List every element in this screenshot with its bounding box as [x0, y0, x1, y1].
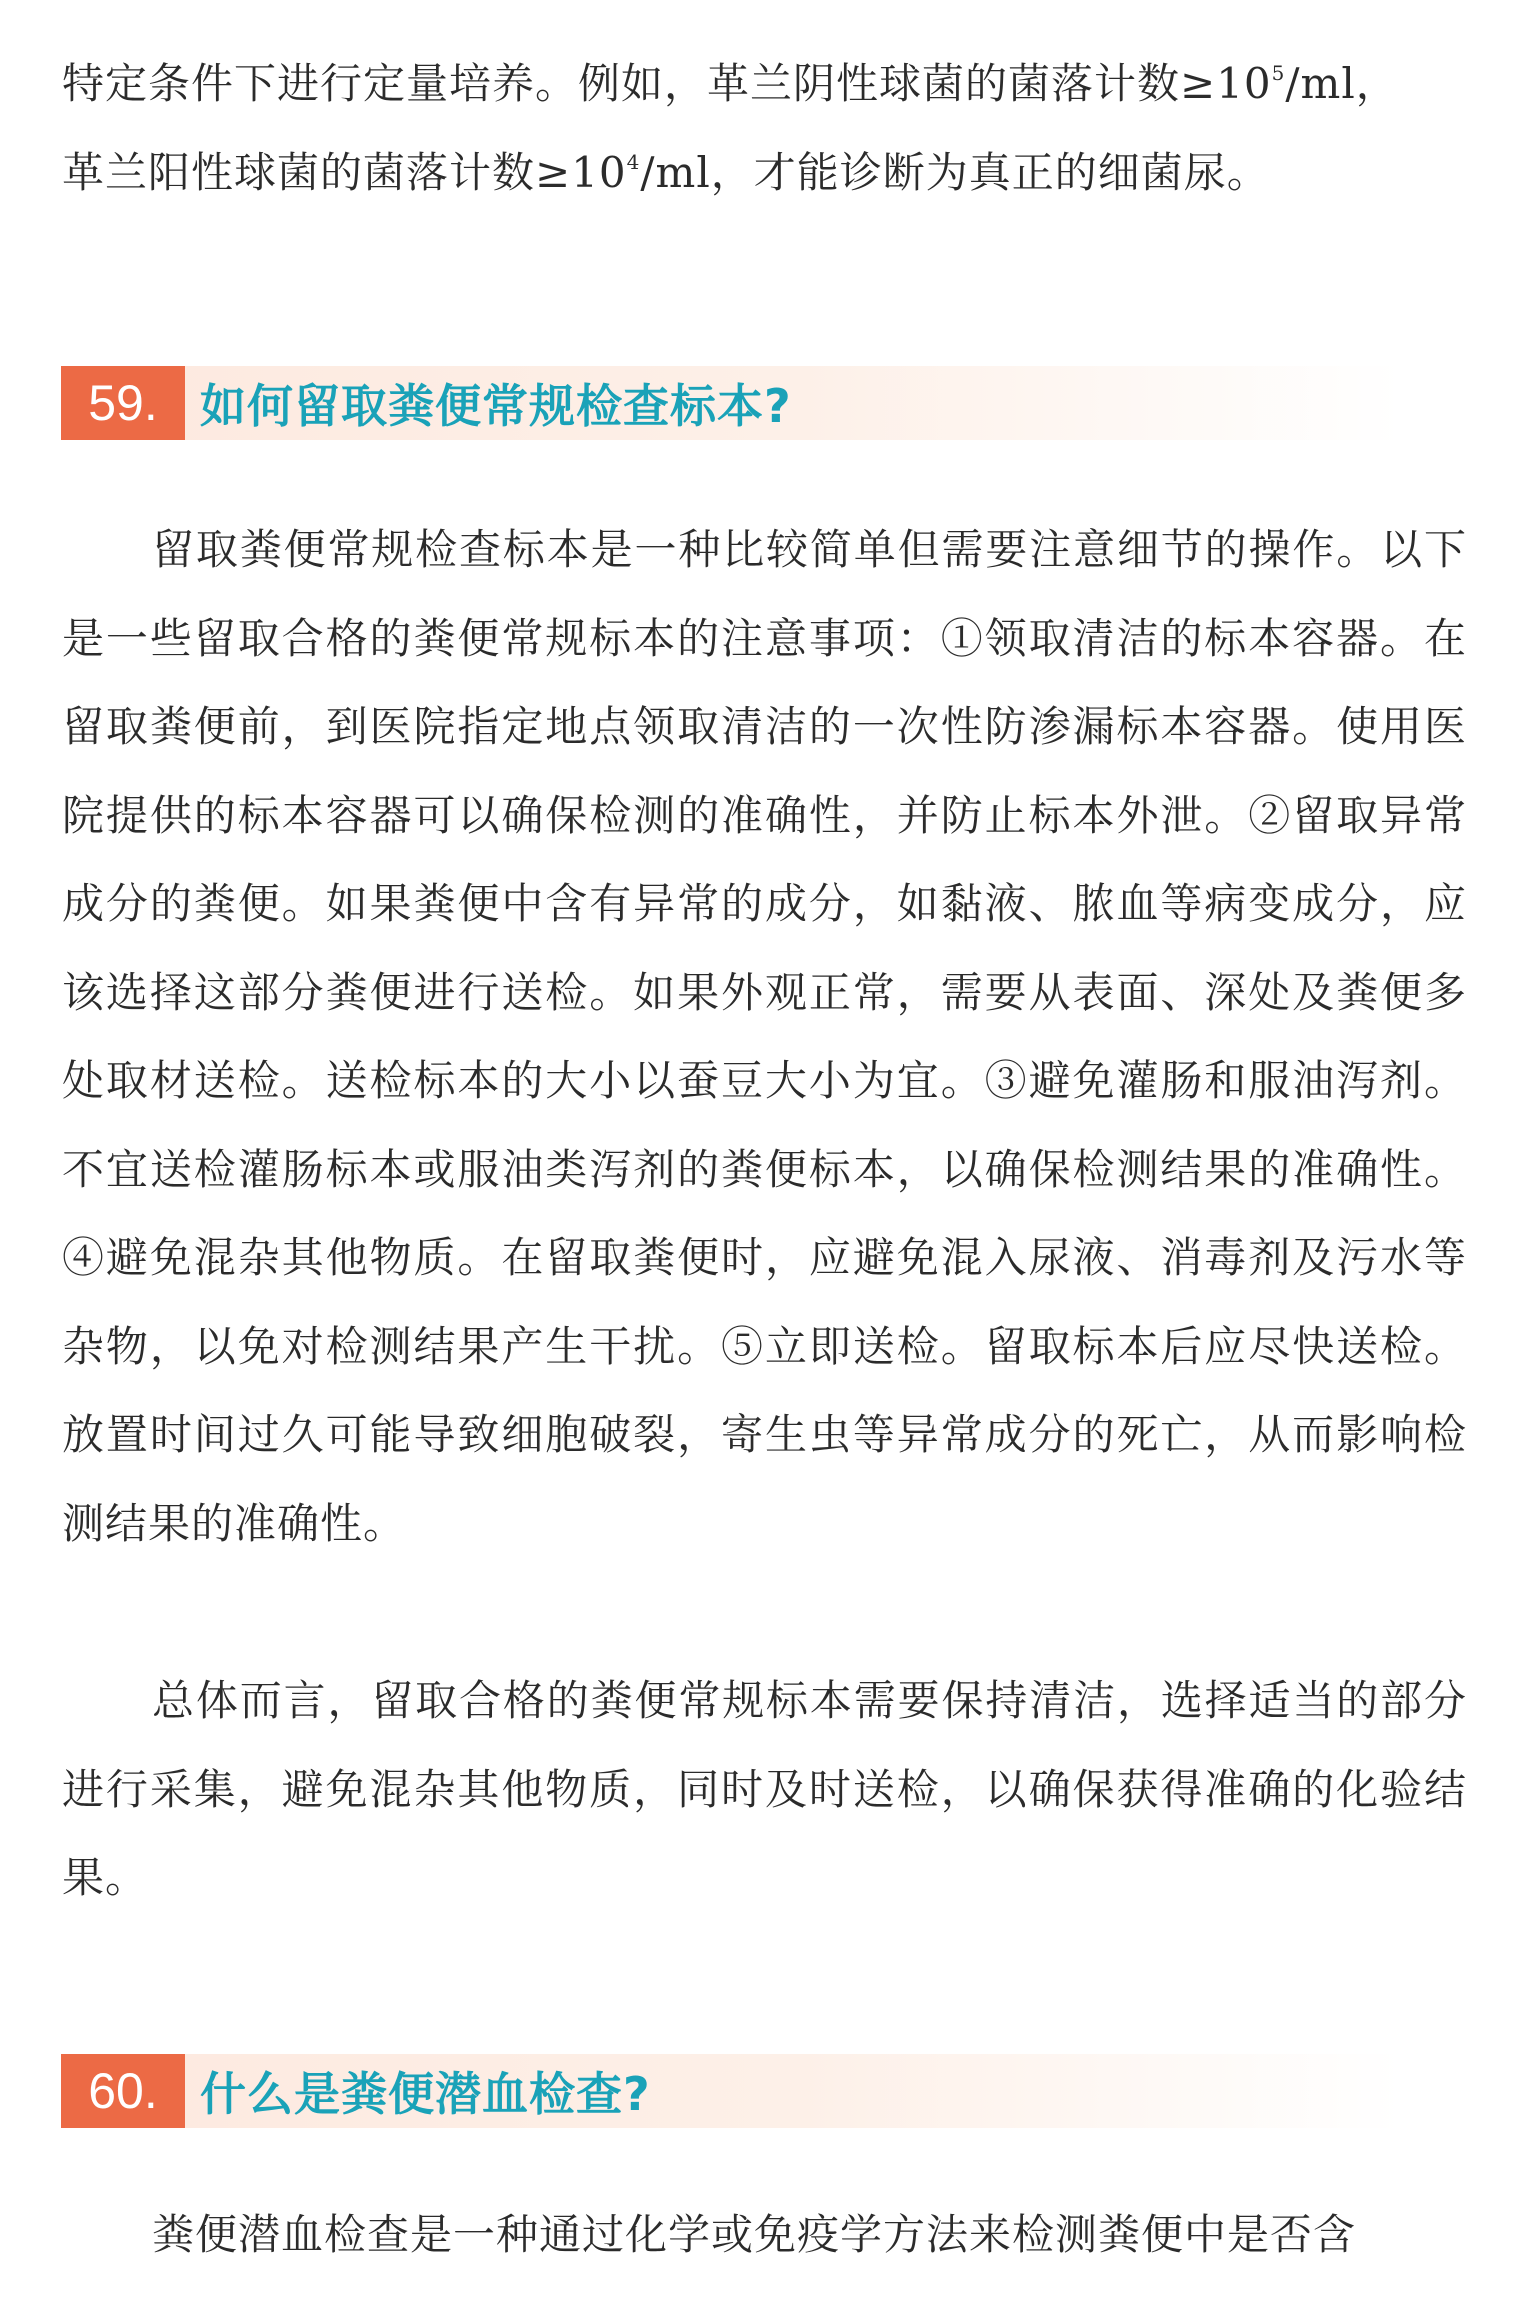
section-60-paragraph-1: 粪便潜血检查是一种通过化学或免疫学方法来检测粪便中是否含 — [152, 2210, 1357, 2259]
section-59-paragraph-2: 总体而言，留取合格的粪便常规标本需要保持清洁，选择适当的部分进行采集，避免混杂其他物质，同时及时送检，以确保获得准确的化验结果。 — [62, 1676, 1467, 1902]
intro-paragraph — [62, 40, 1467, 217]
section-59-number: 59. — [61, 366, 185, 440]
section-60-number: 60. — [61, 2054, 185, 2128]
section-60-title: 什么是粪便潜血检查? — [200, 2067, 651, 2121]
intro-line1-unit: /ml， — [1285, 59, 1399, 108]
section-59-paragraph-1: 留取粪便常规检查标本是一种比较简单但需要注意细节的操作。以下是一些留取合格的粪便常规标本的注意事项：①领取清洁的标本容器。在留取粪便前，到医院指定地点领取清洁的一次性防渗漏标本容器。使用医院提供的标本容器可以确保检测的准确性，并防止标本外泄。②留取异常成分的粪便。如果粪便中含有异常的成分，如黏液、脓血等病变成分，应该选择这部分粪便进行送检。如果外观正常，需要从表面、深处及粪便多处取材送检。送检标本的大小以蚕豆大小为宜。③避免灌肠和服油泻剂。不宜送检灌肠标本或服油类泻剂的粪便标本，以确保检测结果的准确性。④避免混杂其他物质。在留取粪便时，应避免混入尿液、消毒剂及污水等杂物，以免对检测结果产生干扰。⑤立即送检。留取标本后应尽快送检。放置时间过久可能导致细胞破裂，寄生虫等异常成分的死亡，从而影响检测结果的准确性。 — [62, 525, 1467, 1548]
intro-line1-text: 特定条件下进行定量培养。例如，革兰阴性球菌的菌落计数≥10 — [62, 59, 1272, 108]
section-59-heading — [61, 366, 1401, 440]
intro-line2-text: 革兰阳性球菌的菌落计数≥10 — [62, 147, 627, 197]
intro-line2-unit: /ml，才能诊断为真正的细菌尿。 — [640, 147, 1270, 197]
intro-line2-exponent: 4 — [626, 149, 641, 174]
section-60-heading — [61, 2054, 1401, 2128]
intro-line1-exponent: 5 — [1271, 61, 1286, 85]
section-59-title: 如何留取粪便常规检查标本? — [200, 379, 792, 433]
